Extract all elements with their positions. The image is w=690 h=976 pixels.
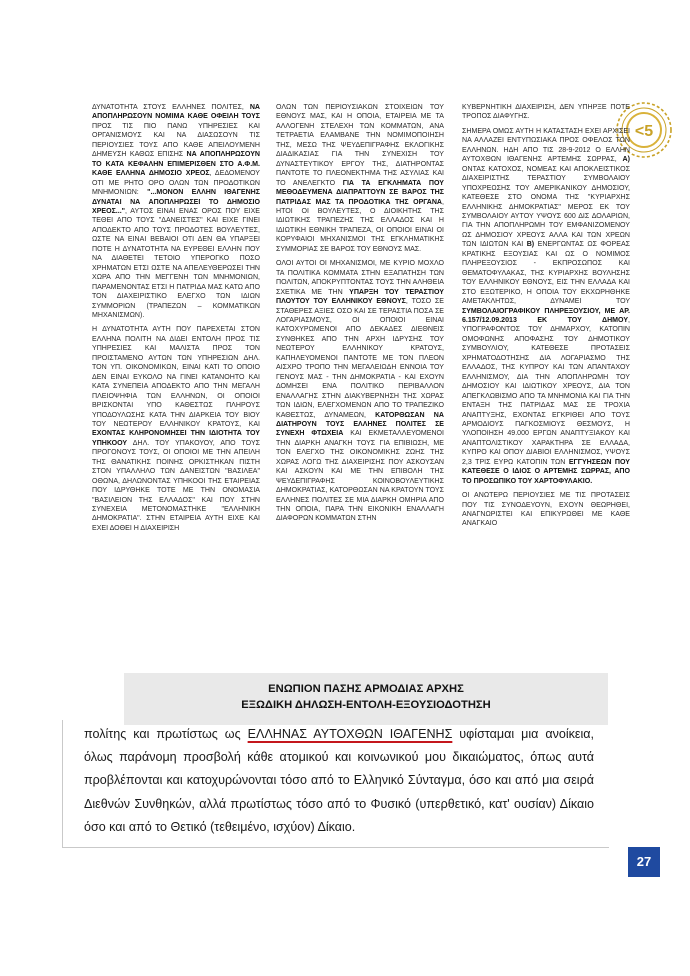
text: ΣΗΜΕΡΑ ΟΜΩΣ ΑΥΤΗ Η ΚΑΤΑΣΤΑΣΗ ΕΧΕΙ ΑΡΧΙΣΕΙ ΝΑ ΑΛΛΑΖΕΙ ΕΝΤΥΠΩΣΙΑΚΑ ΠΡΟΣ ΟΦΕΛΟΣ ΤΩΝ ΕΛΛΗΝΩΝ. ΗΔΗ ΑΠΟ ΤΙΣ 28-9-2012 Ο ΕΛΛΗΝ ΑΥΤΟΧΘΩΝ ΙΘΑΓΕΝΗΣ ΑΡΤΕΜΗΣ ΣΩΡΡΑΣ, xyxy=(462,127,630,164)
bold-text: ΣΥΜΒΟΛΑΙΟΓΡΑΦΙΚΟΥ ΠΛΗΡΕΞΟΥΣΙΟΥ, ΜΕ ΑΡ. 6.157/12.09.2013 ΕΚ ΤΟΥ ΔΗΜΟΥ xyxy=(462,307,630,324)
column-3 xyxy=(462,103,630,534)
page-number: 27 xyxy=(628,847,660,877)
text: ΟΛΩΝ ΤΩΝ ΠΕΡΙΟΥΣΙΑΚΩΝ ΣΤΟΙΧΕΙΩΝ ΤΟΥ ΕΘΝΟΥΣ ΜΑΣ, ΚΑΙ Η ΟΠΟΙΑ, ΕΤΑΙΡΕΙΑ ΜΕ ΤΑ ΑΛΛΟΓΕΝΗ ΣΤΕΛΕΧΗ ΤΩΝ ΚΟΜΜΑΤΩΝ, ΑΝΑ ΤΕΤΡΑΕΤΙΑ ΕΛΑΜΒΑΝΕ ΤΗΝ ΝΟΜΙΜΟΠΟΙΗΣΗ ΤΗΣ, ΜΕΣΩ ΤΗΣ ΨΕΥΔΕΠΙΓΡΑΦΗΣ ΕΚΛΟΓΙΚΗΣ ΔΙΑΔΙΚΑΣΙΑΣ ΓΙΑ ΤΗΝ ΣΥΝΕΧΙΣΗ ΤΟΥ ΔΥΝΑΣΤΕΥΤΙΚΟΥ ΕΡΓΟΥ ΤΗΣ, ΔΙΑΤΗΡΟΝΤΑΣ ΠΑΝΤΟΤΕ ΤΟ ΠΛΕΟΝΕΚΤΗΜΑ ΤΗΣ ΑΣΥΛΙΑΣ ΚΑΙ ΤΟ ΑΝΕΛΕΓΚΤΟ xyxy=(276,104,444,187)
text: ΟΝΤΑΣ ΚΑΤΟΧΟΣ, ΝΟΜΕΑΣ ΚΑΙ ΑΠΟΚΛΕΙΣΤΙΚΟΣ ΔΙΑΧΕΙΡΙΣΤΗΣ ΤΕΡΑΣΤΙΟΥ ΣΥΜΒΟΛΑΙΟΥ ΥΠΟΧΡΕΩΣΗΣ ΤΟΥ ΑΜΕΡΙΚΑΝΙΚΟΥ ΔΗΜΟΣΙΟΥ, ΚΑΤΕΘΕΣΕ ΣΤΟ ΟΝΟΜΑ ΤΗΣ "ΚΥΡΙΑΡΧΗΣ ΕΛΛΗΝΙΚΗΣ ΔΗΜΟΚΡΑΤΙΑΣ" ΜΕΡΟΣ ΕΚ ΤΟΥ ΣΥΜΒΟΛΑΙΟΥ ΑΥΤΟΥ ΥΨΟΥΣ 600 ΔΙΣ ΔΟΛΑΡΙΩΝ, ΓΙΑ ΤΗΝ ΑΠΟΠΛΗΡΩΜΗ ΤΟΥ ΕΜΦΑΝΙΖΟΜΕΝΟΥ ΩΣ ΔΗΜΟΣΙΟΥ ΧΡΕΟΥΣ ΑΛΛΑ ΚΑΙ ΤΩΝ ΧΡΕΩΝ ΤΩΝ ΙΔΙΩΤΩΝ ΚΑΙ xyxy=(462,165,630,249)
bold-text: ΕΧΟΝΤΑΣ ΚΛΗΡΟΝΟΜΗΣΕΙ ΤΗΝ ΙΔΙΟΤΗΤΑ ΤΟΥ ΥΠΗΚΟΟΥ xyxy=(92,430,260,447)
column-2 xyxy=(276,103,444,529)
text: ΚΑΙ ΕΚΜΕΤΑΛΛΕΥΟΜΕΝΟΙ ΤΗΝ ΔΙΑΡΚΗ ΑΝΑΓΚΗ ΤΟΥΣ ΓΙΑ ΕΠΙΒΙΩΣΗ, ΜΕ ΤΟΝ ΕΛΕΓΧΟ ΤΗΣ ΟΙΚΟΝΟΜΙΚΗΣ ΖΩΗΣ ΤΗΣ ΧΩΡΑΣ ΛΟΓΩ ΤΗΣ ΔΙΑΧΕΙΡΙΣΗΣ ΠΟΥ ΑΣΚΟΥΣΑΝ ΚΑΙ ΑΣΚΟΥΝ ΚΑΙ ΜΕ ΤΗΝ ΕΠΙΒΟΛΗ ΤΗΣ ΨΕΥΔΕΠΙΓΡΑΦΗΣ ΚΟΙΝΟΒΟΥΛΕΥΤΙΚΗΣ ΔΗΜΟΚΡΑΤΙΑΣ, ΚΑΤΟΡΘΩΣΑΝ ΝΑ ΚΡΑΤΟΥΝ ΤΟΥΣ ΕΛΛΗΝΕΣ ΠΟΛΙΤΕΣ ΣΕ ΜΙΑ ΔΙΑΡΚΗ ΟΜΗΡΙΑ ΑΠΟ ΤΗΝ ΟΠΟΙΑ, ΠΑΡΑ ΤΗΝ ΕΙΚΟΝΙΚΗ ΕΝΑΛΛΑΓΗ ΔΙΑΦΟΡΩΝ ΚΟΜΜΑΤΩΝ ΣΤΗΝ xyxy=(276,430,444,523)
bold-text: ΝΑ ΑΠΟΠΛΗΡΩΣΟΥΝ ΤΟ ΚΑΤΑ ΚΕΦΑΛΗΝ ΕΠΙΜΕΡΙΣΘΕΝ ΣΤΟ Α.Φ.Μ. ΚΑΘΕ ΕΛΛΗΝΑ ΔΗΜΟΣΙΟ ΧΡΕΟΣ xyxy=(92,151,260,178)
banner-line-2: ΕΞΩΔΙΚΗ ΔΗΛΩΣΗ-ΕΝΤΟΛΗ-ΕΞΟΥΣΙΟΔΟΤΗΣΗ xyxy=(241,699,491,711)
bold-text: ΚΑΤΟΡΘΩΣΑΝ ΝΑ ΔΙΑΤΗΡΟΥΝ ΤΟΥΣ ΕΛΛΗΝΕΣ ΠΟΛΙΤΕΣ ΣΕ ΣΥΝΕΧΗ ΦΤΩΧΕΙΑ xyxy=(276,411,444,438)
bold-text: Β) xyxy=(526,241,535,249)
text: Η ΔΥΝΑΤΟΤΗΤΑ ΑΥΤΗ ΠΟΥ ΠΑΡΕΧΕΤΑΙ ΣΤΟΝ ΕΛΛΗΝΑ ΠΟΛΙΤΗ ΝΑ ΔΙΔΕΙ ΕΝΤΟΛΗ ΠΡΟΣ ΤΙΣ ΥΠΗΡΕΣΙΕΣ ΚΑΙ ΜΑΛΙΣΤΑ ΠΡΟΣ ΤΟΝ ΠΡΟΙΣΤΑΜΕΝΟ ΑΥΤΩΝ ΤΩΝ ΥΠΗΡΕΣΙΩΝ ΔΗΛ. ΤΟΝ ΥΠ. ΟΙΚΟΝΟΜΙΚΩΝ, ΕΙΝΑΙ ΚΑΤΙ ΤΟ ΟΠΟΙΟ ΔΕΝ ΕΙΝΑΙ ΕΥΚΟΛΟ ΝΑ ΓΙΝΕΙ ΚΑΤΑΝΟΗΤΟ ΚΑΙ ΚΑΤΑ ΣΥΝΕΠΕΙΑ ΑΠΟΔΕΚΤΟ ΑΠΟ ΤΗΝ ΜΕΓΑΛΗ ΠΛΕΙΟΨΗΦΙΑ ΤΩΝ ΕΛΛΗΝΩΝ, ΟΙ ΟΠΟΙΟΙ ΒΡΙΣΚΟΝΤΑΙ ΥΠΟ ΚΑΘΕΣΤΩΣ ΠΛΗΡΟΥΣ ΥΠΟΔΟΥΛΩΣΗΣ ΚΑΤΑ ΤΗΝ ΔΙΑΡΚΕΙΑ ΤΟΥ ΒΙΟΥ ΤΟΥ ΝΕΩΤΕΡΟΥ ΕΛΛΗΝΙΚΟΥ ΚΡΑΤΟΥΣ, ΚΑΙ xyxy=(92,326,260,428)
col3-paragraph-2 xyxy=(462,127,630,486)
underlined-phrase: ΕΛΛΗΝΑΣ ΑΥΤΟΧΘΩΝ ΙΘΑΓΕΝΗΣ xyxy=(247,727,453,741)
bold-text: "...ΜΟΝΟΝ ΕΛΛΗΝ ΙΘΑΓΕΝΗΣ ΔΥΝΑΤΑΙ ΝΑ ΑΠΟΠΛΗΡΩΣΕΙ ΤΟ ΔΗΜΟΣΙΟ ΧΡΕΟΣ..." xyxy=(92,189,260,215)
title-banner xyxy=(124,673,608,725)
col2-paragraph-1 xyxy=(276,103,444,254)
text: ΔΗΛ. ΤΟΥ ΥΠΑΚΟΥΟΥ, ΑΠΟ ΤΟΥΣ ΠΡΟΓΟΝΟΥΣ ΤΟΥΣ, ΟΙ ΟΠΟΙΟΙ ΜΕ ΤΗΝ ΑΠΕΙΛΗ ΤΗΣ ΘΑΝΑΤΙΚΗΣ ΠΟΙΝΗΣ ΟΡΚΙΣΤΗΚΑΝ ΠΙΣΤΗ ΣΤΟΝ ΥΠΑΛΛΗΛΟ ΤΩΝ ΔΑΝΕΙΣΤΩΝ "ΒΑΣΙΛΕΑ" ΟΘΩΝΑ, ΔΗΛΩΝΟΝΤΑΣ ΥΠΗΚΟΟΙ ΤΗΣ ΕΤΑΙΡΕΙΑΣ ΠΟΥ ΙΔΡΥΘΗΚΕ ΤΟΤΕ ΜΕ ΤΗΝ ΟΝΟΜΑΣΙΑ "ΒΑΣΙΛΕΙΟΝ ΤΗΣ ΕΛΛΑΔΟΣ" ΚΑΙ ΠΟΥ ΣΤΗΝ ΣΥΝΕΧΕΙΑ ΜΕΤΟΝΟΜΑΣΤΗΚΕ "ΕΛΛΗΝΙΚΗ ΔΗΜΟΚΡΑΤΙΑ". ΣΤΗΝ ΕΤΑΙΡΕΙΑ ΑΥΤΗ ΕΙΧΕ ΚΑΙ ΕΧΕΙ ΔΟΘΕΙ Η ΔΙΑΧΕΙΡΙΣΗ xyxy=(92,439,260,532)
quote-excerpt xyxy=(84,723,594,839)
text: ΔΥΝΑΤΟΤΗΤΑ ΣΤΟΥΣ ΕΛΛΗΝΕΣ ΠΟΛΙΤΕΣ, xyxy=(92,104,244,111)
text: , ΑΥΤΟΣ ΕΙΝΑΙ ΕΝΑΣ ΟΡΟΣ ΠΟΥ ΕΙΧΕ ΤΕΘΕΙ ΑΠΟ ΤΟΥΣ "ΔΑΝΕΙΣΤΕΣ" ΚΑΙ ΕΙΧΕ ΓΙΝΕΙ ΑΠΟΔΕΚΤΟ ΑΠΟ ΤΟΥΣ ΠΡΟΔΟΤΕΣ ΒΟΥΛΕΥΤΕΣ, ΩΣΤΕ ΝΑ ΕΙΝΑΙ ΒΕΒΑΙΟΙ ΟΤΙ ΔΕΝ ΘΑ ΥΠΑΡΞΕΙ ΠΟΤΕ Η ΔΥΝΑΤΟΤΗΤΑ ΝΑ ΕΥΡΕΘΕΙ ΕΛΛΗΝ ΠΟΥ ΝΑ ΔΙΑΘΕΤΕΙ ΤΕΤΟΙΟ ΥΠΕΡΟΓΚΟ ΠΟΣΟ ΧΡΗΜΑΤΩΝ ΕΤΣΙ ΩΣΤΕ ΝΑ ΑΠΕΛΕΥΘΕΡΩΣΕΙ ΤΗΝ ΧΩΡΑ ΑΠΟ ΤΗΝ ΜΕΓΓΕΝΗ ΤΩΝ ΜΝΗΜΟΝΙΩΝ, ΠΑΡΑΜΕΝΟΝΤΑΣ ΕΤΣΙ Η ΠΑΤΡΙΔΑ ΜΑΣ ΚΑΤΩ ΑΠΟ ΤΟΝ ΔΙΑΧΕΙΡΙΣΤΙΚΟ ΕΛΕΓΧΟ ΤΩΝ ΙΔΙΩΝ ΣΥΜΜΟΡΙΩΝ (ΤΡΑΠΕΖΩΝ – ΚΟΜΜΑΤΙΚΩΝ ΜΗΧΑΝΙΣΜΩΝ). xyxy=(92,207,260,319)
col1-paragraph-2 xyxy=(92,325,260,533)
article-columns xyxy=(92,103,630,628)
column-1 xyxy=(92,103,260,538)
bold-text: ΥΠΑΡΞΗ ΤΟΥ ΤΕΡΑΣΤΙΟΥ ΠΛΟΥΤΟΥ ΤΟΥ ΕΛΛΗΝΙΚΟΥ ΕΘΝΟΥΣ xyxy=(276,288,445,306)
text: ΕΝΕΡΓΩΝΤΑΣ ΩΣ ΦΟΡΕΑΣ ΚΡΑΤΙΚΗΣ ΕΞΟΥΣΙΑΣ ΚΑΙ ΩΣ Ο ΝΟΜΙΜΟΣ ΠΛΗΡΕΞΟΥΣΙΟΣ - ΕΚΠΡΟΣΩΠΟΣ ΚΑΙ ΘΕΜΑΤΟΦΥΛΑΚΑΣ, ΤΗΣ ΚΥΡΙΑΡΧΗΣ ΒΟΥΛΗΣΗΣ ΤΟΥ ΕΛΛΗΝΙΚΟΥ ΕΘΝΟΥΣ, ΕΙΣ ΤΗΝ ΕΛΛΑΔΑ ΚΑΙ ΣΤΟ ΕΞΩΤΕΡΙΚΟ, Η ΟΠΟΙΑ ΤΟΥ ΕΚΧΩΡΗΘΗΚΕ ΑΜΕΤΑΚΛΗΤΩΣ, ΔΥΝΑΜΕΙ ΤΟΥ xyxy=(462,241,630,306)
col1-paragraph-1 xyxy=(92,103,260,320)
text: , ΗΤΟΙ ΟΙ ΒΟΥΛΕΥΤΕΣ, Ο ΔΙΟΙΚΗΤΗΣ ΤΗΣ ΙΔΙΩΤΙΚΗΣ ΤΡΑΠΕΖΗΣ ΤΗΣ ΕΛΛΑΔΟΣ ΚΑΙ Η ΙΔΙΩΤΙΚΗ ΕΘΝΙΚΗ ΤΡΑΠΕΖΑ, ΟΙ ΟΠΟΙΟΙ ΕΙΝΑΙ ΟΙ ΚΟΡΥΦΑΙΟΙ ΜΗΧΑΝΙΣΜΟΙ ΤΗΣ ΕΓΚΛΗΜΑΤΙΚΗΣ ΣΥΜΜΟΡΙΑΣ ΣΕ ΒΑΡΟΣ ΤΟΥ ΕΘΝΟΥΣ ΜΑΣ. xyxy=(276,198,444,253)
quote-text: υφίσταμαι μια ανοίκεια, όλως παράνομη προσβολή κάθε ατομικού και κοινωνικού μου δικαιώματος, όπως αυτά προβλέπονται και κατοχυρώνονται τόσο από το Ελληνικό Σύνταγμα, όσο και από μια σειρά Διεθνών Συνθηκών, αλλά πρωτίστως τόσο από το Φυσικό (υπερθετικό, κατ' ουσίαν) Δίκαιο όσο και από το Θετικό (τεθειμένο, ισχύον) Δίκαιο. xyxy=(84,727,595,834)
badge-text: <5 xyxy=(634,123,654,140)
col3-paragraph-3: ΟΙ ΑΝΩΤΕΡΩ ΠΕΡΙΟΥΣΙΕΣ ΜΕ ΤΙΣ ΠΡΟΤΑΣΕΙΣ ΠΟΥ ΤΙΣ ΣΥΝΟΔΕΥΟΥΝ, ΕΧΟΥΝ ΘΕΩΡΗΘΕΙ, ΑΝΑΓΝΩΡΙΣΤΕΙ ΚΑΙ ΕΠΙΚΥΡΩΘΕΙ ΜΕ ΚΑΘΕ ΑΝΑΓΚΑΙΟ xyxy=(462,492,630,528)
text: , ΤΟΣΟ ΣΕ ΣΤΑΘΕΡΕΣ ΑΞΙΕΣ ΟΣΟ ΚΑΙ ΣΕ ΤΕΡΑΣΤΙΑ ΠΟΣΑ ΣΕ ΛΟΓΑΡΙΑΣΜΟΥΣ, ΟΙ ΟΠΟΙΟΙ ΕΙΝΑΙ ΚΑΤΟΧΥΡΩΜΕΝΟΙ ΑΠΟ ΔΕΚΑΔΕΣ ΔΙΕΘΝΕΙΣ ΣΥΝΘΗΚΕΣ ΑΠΟ ΤΗΝ ΑΡΧΗ ΙΔΡΥΣΗΣ ΤΟΥ ΝΕΩΤΕΡΟΥ ΕΛΛΗΝΙΚΟΥ ΚΡΑΤΟΥΣ, ΚΑΠΗΛΕΥΟΜΕΝΟΙ ΠΑΝΤΟΤΕ ΜΕ ΤΟΝ ΠΛΕΟΝ ΑΙΣΧΡΟ ΤΡΟΠΟ ΤΗΝ ΜΕΓΑΛΕΙΩΔΗ ΕΝΝΟΙΑ ΤΟΥ ΓΕΝΟΥΣ ΜΑΣ - ΤΗΝ ΔΗΜΟΚΡΑΤΙΑ - ΚΑΙ ΕΧΟΥΝ ΔΟΜΗΣΕΙ ΕΝΑ ΠΟΛΙΤΙΚΟ ΠΕΡΙΒΑΛΛΟΝ ΕΝΑΛΛΑΓΗΣ ΣΤΗΝ ΔΙΑΚΥΒΕΡΝΗΣΗ ΤΗΣ ΧΩΡΑΣ ΤΩΝ ΙΔΙΩΝ, ΕΛΕΓΧΟΜΕΝΩΝ ΑΠΟ ΤΟ ΤΡΑΠΕΖΙΚΟ ΚΑΘΕΣΤΩΣ, ΔΥΝΑΜΕΩΝ, xyxy=(276,298,444,419)
text: , ΥΠΟΓΡΑΦΟΝΤΟΣ ΤΟΥ ΔΗΜΑΡΧΟΥ, ΚΑΤΟΠΙΝ ΟΜΟΦΩΝΗΣ ΑΠΟΦΑΣΗΣ ΤΟΥ ΔΗΜΟΤΙΚΟΥ ΣΥΜΒΟΥΛΙΟΥ, ΚΑΤΕΘΕΣΕ ΠΡΟΤΑΣΕΙΣ ΧΡΗΜΑΤΟΔΟΤΗΣΗΣ ΔΙΑ ΛΟΓΑΡΙΑΣΜΟ ΤΗΣ ΕΛΛΑΔΟΣ, ΤΗΣ ΚΥΠΡΟΥ ΚΑΙ ΤΩΝ ΑΠΑΝΤΑΧΟΥ ΕΛΛΗΝΙΣΜΟΥ, ΔΙΑ ΤΗΝ ΑΠΟΠΛΗΡΩΜΗ ΤΟΥ ΔΗΜΟΣΙΟΥ ΚΑΙ ΙΔΙΩΤΙΚΟΥ ΧΡΕΟΥΣ, ΔΙΑ ΤΟΝ ΑΠΕΓΚΛΩΒΙΣΜΟ ΑΠΟ ΤΑ ΜΝΗΜΟΝΙΑ ΚΑΙ ΓΙΑ ΤΗΝ ΕΝΤΑΞΗ ΤΗΣ ΠΑΤΡΙΔΑΣ ΜΑΣ ΣΕ ΤΡΟΧΙΑ ΑΝΑΠΤΥΞΗΣ, ΕΧΟΝΤΑΣ ΕΓΚΡΙΘΕΙ ΑΠΟ ΤΟΥΣ ΑΡΜΟΔΙΟΥΣ ΠΑΓΚΟΣΜΙΟΥΣ ΘΕΣΜΟΥΣ, Η ΥΛΟΠΟΙΗΣΗ 49.000 ΕΡΓΩΝ ΑΝΑΠΤΥΞΙΑΚΟΥ ΚΑΙ ΑΝΑΠΤΟΛΙΣΤΙΚΟΥ ΧΑΡΑΚΤΗΡΑ ΣΕ ΕΛΛΑΔΑ, ΚΥΠΡΟ ΚΑΙ ΟΠΟΥ ΔΙΑΒΙΟΙ ΕΛΛΗΝΙΣΜΟΣ, ΥΨΟΥΣ 2,3 ΤΡΙΣ ΕΥΡΩ ΚΑΤΟΠΙΝ ΤΩΝ xyxy=(462,316,630,466)
bold-text: ΝΑ ΑΠΟΠΛΗΡΩΣΟΥΝ ΝΟΜΙΜΑ ΚΑΘΕ ΟΦΕΙΛΗ ΤΟΥΣ xyxy=(92,104,260,121)
bold-text: Α) xyxy=(622,156,630,164)
bold-text: ΕΓΓΥΗΣΕΩΝ ΠΟΥ ΚΑΤΕΘΕΣΕ Ο ΙΔΙΟΣ Ο ΑΡΤΕΜΗΣ ΣΩΡΡΑΣ, ΑΠΟ ΤΟ ΠΡΟΣΩΠΙΚΟ ΤΟΥ ΧΑΡΤΟΦΥΛΑΚΙΟ. xyxy=(462,458,630,485)
text: , ΔΕΔΟΜΕΝΟΥ ΟΤΙ ΜΕ ΡΗΤΟ ΟΡΟ ΟΛΩΝ ΤΩΝ ΠΡΟΔΟΤΙΚΩΝ ΜΝΗΜΟΝΙΩΝ: xyxy=(92,170,260,197)
text: ΟΛΟΙ ΑΥΤΟΙ ΟΙ ΜΗΧΑΝΙΣΜΟΙ, ΜΕ ΚΥΡΙΟ ΜΟΧΛΟ ΤΑ ΠΟΛΙΤΙΚΑ ΚΟΜΜΑΤΑ ΣΤΗΝ ΕΞΑΠΑΤΗΣΗ ΤΩΝ ΠΟΛΙΤΩΝ, ΑΠΟΚΡΥΠΤΟΝΤΑΣ ΤΟΥΣ ΤΗΝ ΑΛΗΘΕΙΑ ΣΧΕΤΙΚΑ ΜΕ ΤΗΝ xyxy=(276,260,444,296)
col2-paragraph-2 xyxy=(276,259,444,524)
bold-text: ΓΙΑ ΤΑ ΕΓΚΛΗΜΑΤΑ ΠΟΥ ΜΕΘΟΔΕΥΜΕΝΑ ΔΙΑΠΡΑΤΤΟΥΝ ΣΕ ΒΑΡΟΣ ΤΗΣ ΠΑΤΡΙΔΑΣ ΜΑΣ ΤΑ ΠΡΟΔΟΤΙΚΑ ΤΗΣ ΟΡΓΑΝΑ xyxy=(276,179,444,206)
text: ΠΡΟΣ ΤΙΣ ΠΙΟ ΠΑΝΩ ΥΠΗΡΕΣΙΕΣ ΚΑΙ ΟΡΓΑΝΙΣΜΟΥΣ ΚΑΙ ΝΑ ΔΙΑΣΩΣΟΥΝ ΤΙΣ ΠΕΡΙΟΥΣΙΕΣ ΤΟΥΣ ΑΠΟ ΚΑΘΕ ΑΠΕΙΛΟΥΜΕΝΗ ΔΗΜΕΥΣΗ ΚΑΘΩΣ ΕΠΙΣΗΣ xyxy=(92,122,260,159)
quote-text: πολίτης και πρωτίστως ως xyxy=(84,727,248,741)
col3-paragraph-1: ΚΥΒΕΡΝΗΤΙΚΗ ΔΙΑΧΕΙΡΙΣΗ, ΔΕΝ ΥΠΗΡΞΕ ΠΟΤΕ ΤΡΟΠΟΣ ΔΙΑΦΥΓΗΣ. xyxy=(462,104,630,121)
banner-line-1: ΕΝΩΠΙΟΝ ΠΑΣΗΣ ΑΡΜΟΔΙΑΣ ΑΡΧΗΣ xyxy=(268,683,464,695)
